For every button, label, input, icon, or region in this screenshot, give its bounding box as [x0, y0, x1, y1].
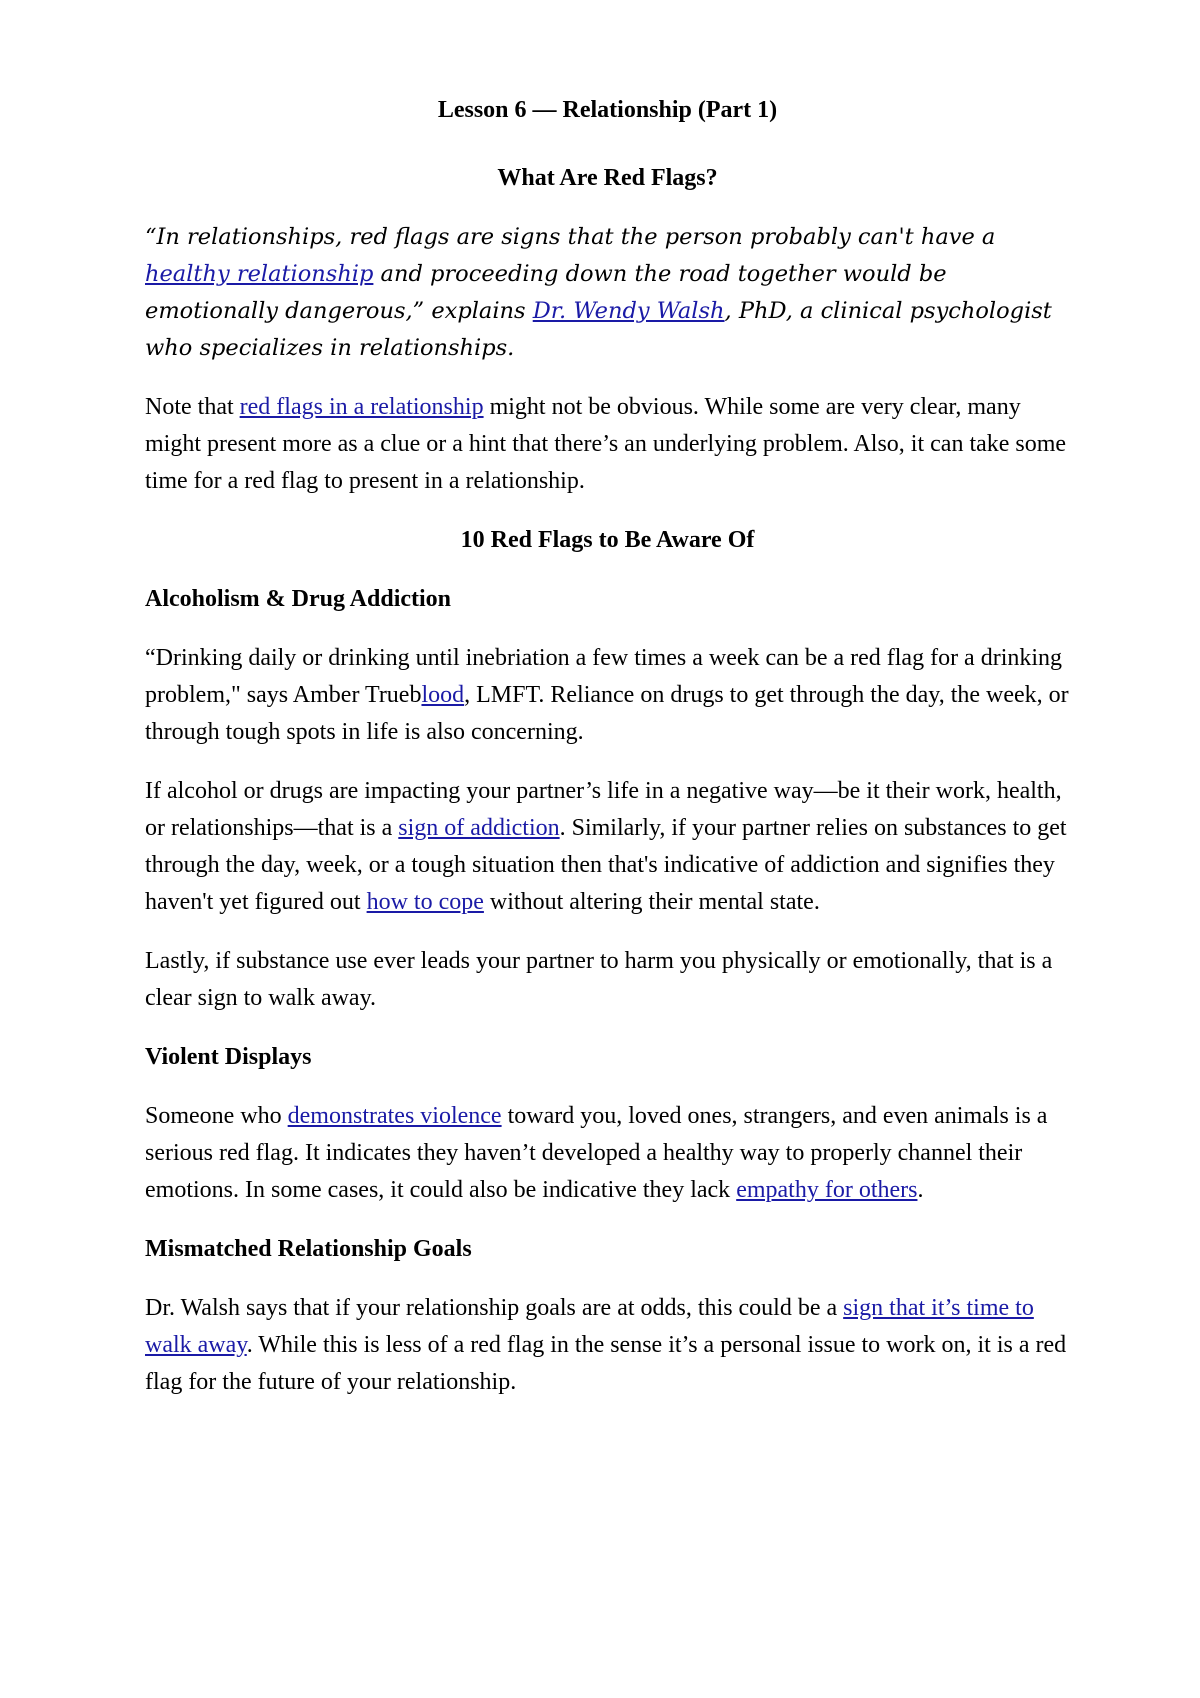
paragraph-text: without altering their mental state.: [483, 889, 820, 915]
document-title: Lesson 6 — Relationship (Part 1): [437, 97, 778, 123]
heading-violent-displays: Violent Displays: [145, 1044, 312, 1070]
quote-text: “In relationships, red flags are signs that the person probably can't have a: [145, 224, 996, 250]
walsh-quote: [145, 219, 1070, 367]
link-sign-time-to-walk-away[interactable]: sign that it’s time to walk away: [145, 1295, 1034, 1358]
note-paragraph: [145, 389, 1070, 500]
paragraph-text: Note that: [145, 394, 240, 420]
link-dr-wendy-walsh[interactable]: Dr. Wendy Walsh: [532, 298, 725, 324]
violent-paragraph: [145, 1098, 1070, 1209]
paragraph-text: . While this is less of a red flag in the sense it’s a personal issue to work on, it is a red flag for the future of your relationship.: [145, 1332, 1067, 1395]
paragraph-text: , LMFT. Reliance on drugs to get through the day, the week, or through tough spots in life is also concerning.: [145, 682, 1069, 745]
paragraph-text: toward you, loved ones, strangers, and even animals is a serious red flag. It indicates they haven’t developed a healthy way to properly channel their emotions. In some cases, it could also be indicative they lack: [145, 1103, 1048, 1203]
heading-alcoholism: Alcoholism & Drug Addiction: [145, 586, 452, 612]
section-heading-10-red-flags: 10 Red Flags to Be Aware Of: [460, 527, 755, 553]
alcohol-paragraph-1: [145, 640, 1070, 751]
link-empathy-for-others[interactable]: empathy for others: [736, 1177, 918, 1203]
link-how-to-cope[interactable]: how to cope: [366, 889, 484, 915]
link-red-flags-in-relationship[interactable]: red flags in a relationship: [239, 394, 484, 420]
link-sign-of-addiction[interactable]: sign of addiction: [398, 815, 560, 841]
paragraph-text: “Drinking daily or drinking until inebriation a few times a week can be a red flag for a drinking problem," says Amber Trueb: [145, 645, 1063, 708]
link-healthy-relationship[interactable]: healthy relationship: [145, 261, 374, 287]
heading-mismatched-goals: Mismatched Relationship Goals: [145, 1236, 472, 1262]
paragraph-text: If alcohol or drugs are impacting your partner’s life in a negative way—be it their work, health, or relationships—that is a: [145, 778, 1062, 841]
quote-text: , PhD, a clinical psychologist who specializes in relationships.: [145, 298, 1052, 361]
paragraph-text: Someone who: [145, 1103, 288, 1129]
link-amber-trueblood[interactable]: lood: [421, 682, 465, 708]
paragraph-text: might not be obvious. While some are very clear, many might present more as a clue or a hint that there’s an underlying problem. Also, it can take some time for a red flag to present in a relationship.: [145, 394, 1067, 494]
mismatched-paragraph: [145, 1290, 1070, 1401]
quote-text: and proceeding down the road together would be emotionally dangerous,” explains: [145, 261, 947, 324]
paragraph-text: Dr. Walsh says that if your relationship goals are at odds, this could be a: [145, 1295, 844, 1321]
alcohol-paragraph-3: Lastly, if substance use ever leads your partner to harm you physically or emotionally, that is a clear sign to walk away.: [145, 948, 1053, 1011]
alcohol-paragraph-2: [145, 773, 1070, 921]
link-demonstrates-violence[interactable]: demonstrates violence: [287, 1103, 502, 1129]
paragraph-text: . Similarly, if your partner relies on substances to get through the day, week, or a tough situation then that's indicative of addiction and signifies they haven't yet figured out: [145, 815, 1067, 915]
section-heading-red-flags: What Are Red Flags?: [497, 165, 718, 191]
paragraph-text: .: [917, 1177, 924, 1203]
